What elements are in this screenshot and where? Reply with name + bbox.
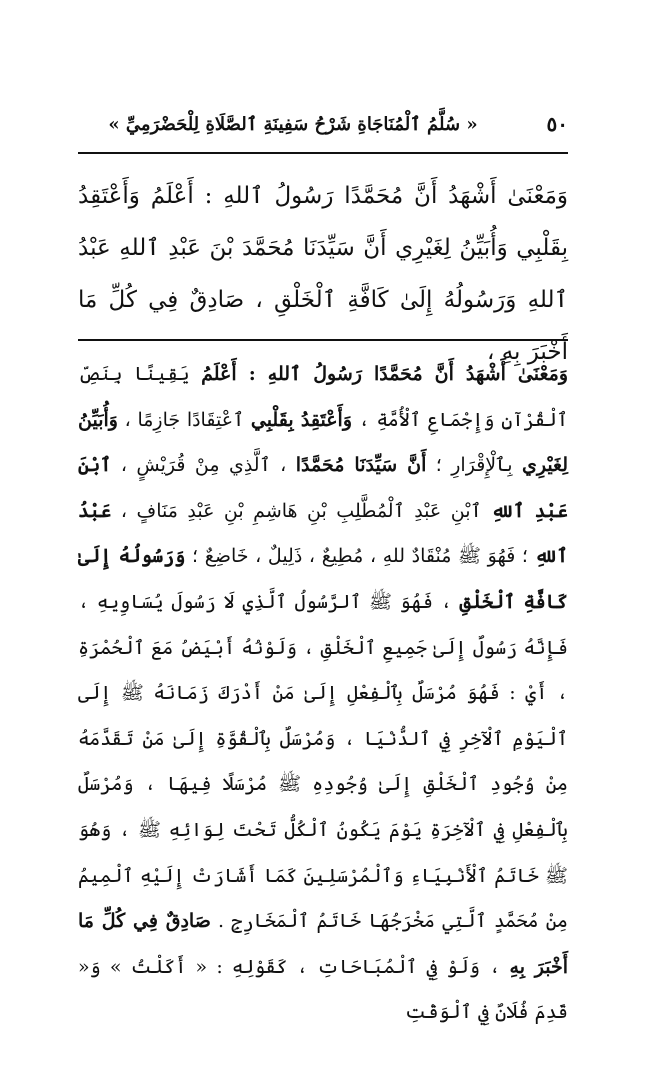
matn-quote-6: عَبْدُ ٱللهِ [78,499,569,568]
matn-paragraph: وَمَعْنَىٰ أَشْهَدُ أَنَّ مُحَمَّدًا رَسُولُ ٱللهِ : أَعْلَمُ وَأَعْتَقِدُ بِقَلْبِي وَأُبَيِّنُ لِغَيْرِي أَنَّ سَيِّدَنَا مُحَمَّدَ بْنَ عَبْدِ ٱللهِ عَبْدُ ٱللهِ وَرَسُولُهُ إِلَىٰ كَافَّةِ ٱلْخَلْقِ ، صَادِقٌ فِي كُلِّ مَا أَخْبَرَ بِهِ ، [78,183,568,365]
matn-text-block [78,170,568,378]
matn-quote-2: وَأَعْتَقِدُ بِقَلْبِي [250,408,352,431]
header-rule [78,152,568,154]
sharh-paragraph [78,352,568,1036]
commentary-text-2: ٱعْتِقَادًا جَازِمًا ، [117,408,251,431]
commentary-text-5: ٱبْنِ عَبْدِ ٱلْمُطَّلِبِ بْنِ هَاشِمِ بْنِ عَبْدِ مَنَافٍ ، [111,499,492,522]
matn-quote-7: وَرَسُولُهُ إِلَىٰ كَافَّةِ ٱلْخَلْقِ [78,545,568,613]
commentary-text-8: ، وَلَوْ فِي ٱلْمُبَاحَاتِ ، كَقَوْلِهِ : « أَكَلْتُ » وَ« قَدِمَ فُلَانٌ فِي ٱلْوَقْتِ [78,955,568,1024]
running-title: « سُلَّمُ ٱلْمُنَاجَاةِ شَرْحُ سَفِينَةِ ٱلصَّلَاةِ لِلْحَضْرَمِيِّ » [108,114,478,135]
page-header [78,108,568,144]
matn-quote-5: ٱبْنَ عَبْدِ ٱللهِ [78,454,568,522]
commentary-text-3: بِٱلْإِقْرَارِ ؛ [426,454,522,477]
matn-quote-1: وَمَعْنَىٰ أَشْهَدُ أَنَّ مُحَمَّدًا رَسُولُ ٱللهِ : أَعْلَمُ [201,363,568,385]
matn-quote-3: وَأُبَيِّنُ لِغَيْرِي [78,408,569,477]
section-divider [78,339,568,341]
commentary-text-6: ؛ فَهُوَ ﷺ مُنْقَادٌ للهِ ، مُطِيعٌ ، ذَلِيلٌ ، خَاضِعٌ ؛ [185,545,535,568]
commentary-text-1: يَقِينًا بِنَصِّ ٱلْقُرْآنِ وَإِجْمَاعِ ٱلْأُمَّةِ ، [78,363,569,431]
commentary-text-7: ، فَهُوَ ﷺ ٱلرَّسُولُ ٱلَّذِي لَا رَسُولَ يُسَاوِيهِ ، فَإِنَّهُ رَسُولٌ إِلَىٰ جَمِيعِ ٱلْخَلْقِ ، وَلَوْنُهُ أَبْيَضُ مَعَ ٱلْحُمْرَةِ ، أَيْ : فَهُوَ مُرْسَلٌ بِٱلْفِعْلِ إِلَىٰ مَنْ أَدْرَكَ زَمَانَهُ ﷺ إِلَى ٱلْيَوْمِ ٱلْآخِرِ فِي ٱلدُّنْيَا ، وَمُرْسَلٌ بِٱلْقُوَّةِ إِلَىٰ مَنْ تَقَدَّمَهُ مِنْ وُجُودِ ٱلْخَلْقِ إِلَىٰ وُجُودِهِ ﷺ مُرْسَلًا فِيهَا ، وَمُرْسَلٌ بِٱلْفِعْلِ فِي ٱلْآخِرَةِ يَوْمَ يَكُونُ ٱلْكُلُّ تَحْتَ لِوَائِهِ ﷺ ، وَهُوَ ﷺ خَاتَمُ ٱلْأَنْبِيَاءِ وَٱلْمُرْسَلِينَ كَمَا أَشَارَتْ إِلَيْهِ ٱلْمِيمُ مِنْ مُحَمَّدٍ ٱلَّتِي مَخْرَجُهَا خَاتَمُ ٱلْمَخَارِجِ . [78,590,568,933]
page-number: ٥٠ [546,112,568,136]
commentary-text-4: ، ٱلَّذِي مِنْ قُرَيْشٍ ، [111,454,296,477]
matn-quote-4: أَنَّ سَيِّدَنَا مُحَمَّدًا [295,454,427,477]
sharh-commentary-block [78,352,568,1036]
matn-quote-8: صَادِقٌ فِي كُلِّ مَا أَخْبَرَ بِهِ [78,910,568,978]
